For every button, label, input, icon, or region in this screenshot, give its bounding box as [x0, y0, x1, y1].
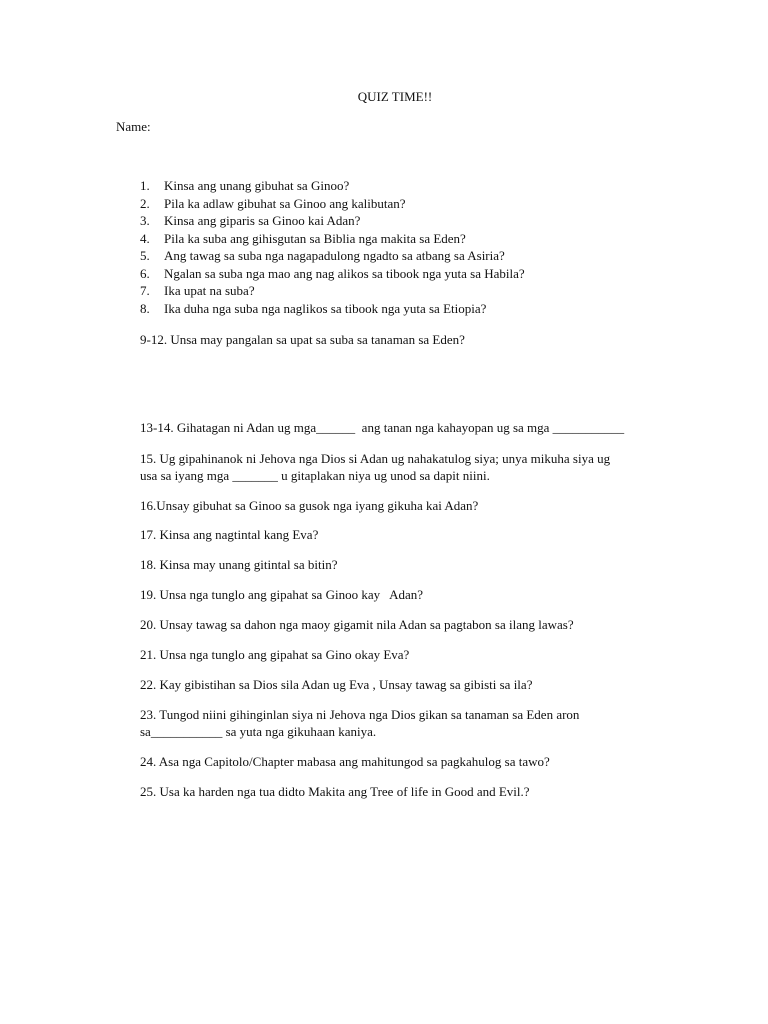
list-item [140, 300, 525, 318]
question-number: 6. [140, 265, 150, 281]
question-number: 8. [140, 300, 150, 316]
question-24: 24. Asa nga Capitolo/Chapter mabasa ang mahitungod sa pagkahulog sa tawo? [140, 754, 550, 769]
question-text: Ngalan sa suba nga mao ang nag alikos sa tibook nga yuta sa Habila? [164, 265, 525, 281]
question-text: Kinsa ang unang gibuhat sa Ginoo? [164, 178, 350, 193]
question-number: 1. [140, 178, 150, 193]
list-item [140, 230, 525, 248]
question-number: 5. [140, 248, 150, 263]
question-20: 20. Unsay tawag sa dahon nga maoy gigamit nila Adan sa pagtabon sa ilang lawas? [140, 617, 574, 632]
question-text: Pila ka suba ang gihisgutan sa Biblia nga makita sa Eden? [164, 230, 466, 246]
question-text: Ika duha nga suba nga naglikos sa tibook nga yuta sa Etiopia? [164, 300, 487, 316]
question-15-line-2: usa sa iyang mga _______ u gitaplakan niya ug unod sa dapit niini. [140, 468, 490, 483]
question-number: 7. [140, 283, 150, 298]
question-text: Kinsa ang giparis sa Ginoo kai Adan? [164, 213, 361, 228]
question-17: 17. Kinsa ang nagtintal kang Eva? [140, 527, 319, 542]
question-22: 22. Kay gibistihan sa Dios sila Adan ug Eva , Unsay tawag sa gibisti sa ila? [140, 677, 533, 692]
question-21: 21. Unsa nga tunglo ang gipahat sa Gino okay Eva? [140, 647, 410, 662]
question-16: 16.Unsay gibuhat sa Ginoo sa gusok nga iyang gikuha kai Adan? [140, 498, 479, 513]
question-number: 2. [140, 195, 150, 211]
question-text: Pila ka adlaw gibuhat sa Ginoo ang kalibutan? [164, 195, 406, 211]
list-item [140, 195, 525, 213]
list-item [140, 212, 525, 230]
question-number: 3. [140, 213, 150, 228]
question-23-line-1: 23. Tungod niini gihinginlan siya ni Jehova nga Dios gikan sa tanaman sa Eden aron [140, 707, 580, 722]
numbered-question-list [140, 177, 525, 317]
question-18: 18. Kinsa may unang gitintal sa bitin? [140, 557, 338, 572]
list-item [140, 282, 525, 300]
question-23-line-2: sa___________ sa yuta nga gikuhaan kaniya. [140, 724, 377, 739]
question-13-14: 13-14. Gihatagan ni Adan ug mga______ ang tanan nga kahayopan ug sa mga ___________ [140, 420, 625, 435]
list-item [140, 177, 525, 195]
list-item [140, 265, 525, 283]
question-19: 19. Unsa nga tunglo ang gipahat sa Ginoo kay Adan? [140, 587, 424, 602]
question-15-line-1: 15. Ug gipahinanok ni Jehova nga Dios si Adan ug nahakatulog siya; unya mikuha siya ug [140, 451, 611, 466]
question-text: Ika upat na suba? [164, 283, 255, 298]
question-9-12: 9-12. Unsa may pangalan sa upat sa suba sa tanaman sa Eden? [140, 332, 465, 347]
question-text: Ang tawag sa suba nga nagapadulong ngadto sa atbang sa Asiria? [164, 248, 505, 263]
question-number: 4. [140, 230, 150, 246]
name-label: Name: [116, 119, 151, 134]
page-title: QUIZ TIME!! [357, 89, 433, 104]
list-item [140, 247, 525, 265]
question-25: 25. Usa ka harden nga tua didto Makita ang Tree of life in Good and Evil.? [140, 784, 530, 799]
